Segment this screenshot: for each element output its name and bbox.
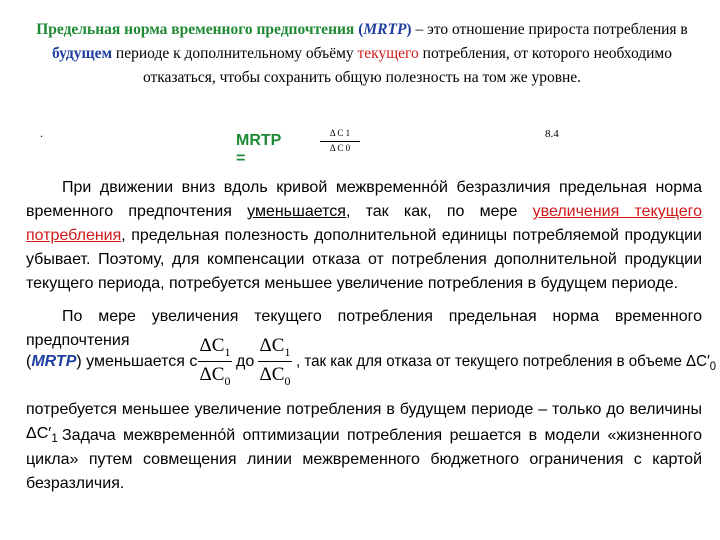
p3-text: потребуется меньшее увеличение потребления в будущем периоде – только до величины ΔC′	[26, 401, 702, 442]
formula-fraction	[320, 128, 360, 155]
mrtp-abbr-italic: MRTP	[31, 353, 77, 370]
future-word: будущем	[51, 45, 113, 62]
mrtp-paren: (MRTP) уменьшается с	[26, 353, 198, 370]
fraction-second: $\Delta C_1$ $\Delta C_0$	[259, 335, 291, 388]
p1-text-3: , предельная полезность дополнительной единицы потребляемой продукции убывает. Поэтому, для компенсации отказа от потребления дополнительной продукции текущего периода, потребуется меньшее увеличение потребления в будущем периоде.	[26, 227, 702, 292]
formula-numerator: Δ C 1	[329, 128, 351, 138]
current-word: текущего	[357, 45, 419, 62]
definition-text-3: потребления, от которого необходимо отказаться, чтобы сохранить общую полезность на том же уровне.	[142, 45, 672, 86]
term-text: Предельная норма временного предпочтения	[36, 21, 355, 38]
p1-text-1: При движении вниз вдоль кривой межвременно́й безразличия предельная норма временного предпочтения	[26, 179, 702, 220]
mrtp-abbr: MRTP	[363, 21, 407, 38]
paragraph-4: Задача межвременно́й оптимизации потребления решается в модели «жизненного цикла» путем совмещения линии межвременного бюджетного ограничения с картой безразличия.	[26, 427, 702, 492]
definition-heading	[22, 18, 702, 90]
paragraph-2: По мере увеличения текущего потребления предельная норма временного предпочтения	[26, 308, 702, 349]
bullet-dot: .	[40, 126, 43, 140]
decreases-from-text: ) уменьшается с	[76, 353, 198, 370]
p3-sub: 1	[51, 431, 58, 446]
fraction-line	[26, 335, 716, 393]
paren-open: (	[354, 21, 364, 38]
p1-text-2: , так как, по мере	[345, 203, 533, 220]
p1-increase-phrase: увеличения текущего потребления	[26, 203, 702, 244]
formula-denominator: Δ C 0	[329, 143, 351, 153]
fraction-tail-text: , так как для отказа от текущего потребления в объеме $\Delta C'_0$	[296, 353, 717, 374]
fraction-bar	[320, 141, 360, 142]
definition-text-1: – это отношение прироста потребления в	[411, 21, 688, 38]
paren-close: )	[406, 21, 412, 38]
definition-text-2: периоде к дополнительному объёму	[112, 45, 358, 62]
to-word: до	[236, 353, 255, 370]
p1-decreases: уменьшается	[247, 203, 346, 220]
fraction-first: $\Delta C_1$ $\Delta C_0$	[199, 335, 231, 388]
formula-label: MRTP =	[236, 132, 282, 167]
paragraph-1	[26, 176, 702, 296]
equation-number: 8.4	[545, 128, 559, 140]
